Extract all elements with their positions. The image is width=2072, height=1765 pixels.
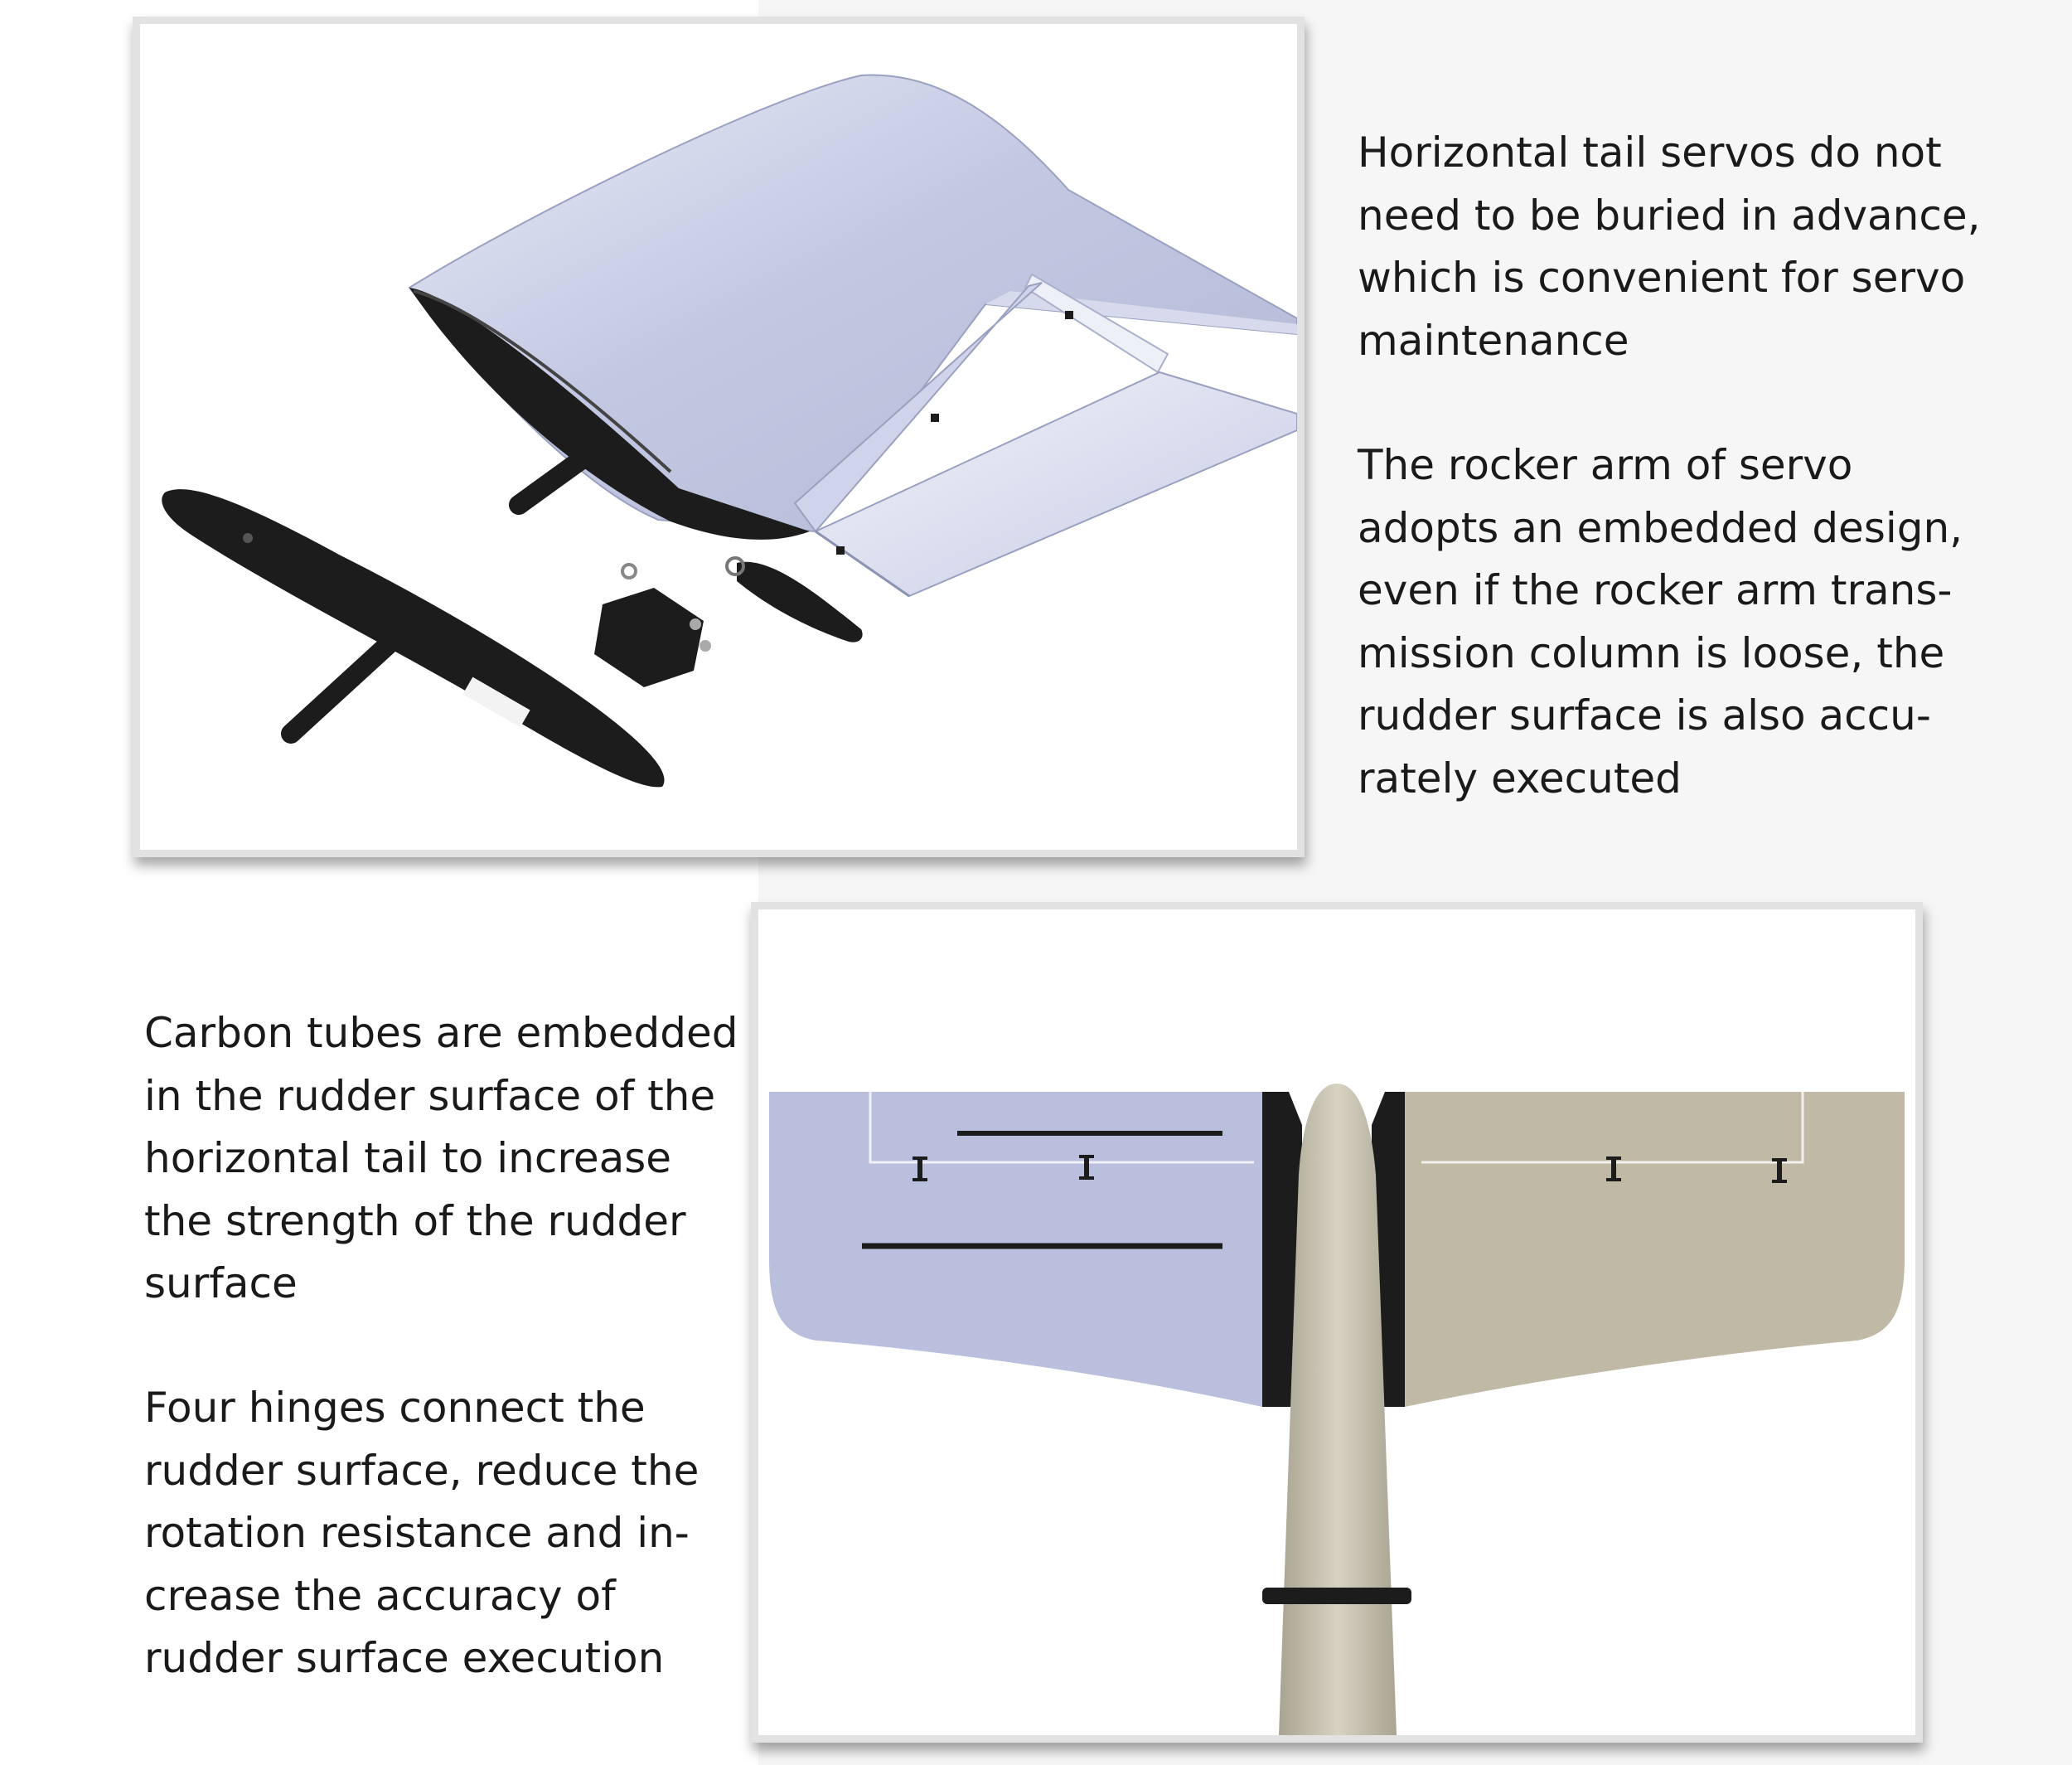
horizontal-tail-top-view-icon xyxy=(758,909,1915,1735)
rib-with-carbon-tube xyxy=(162,489,664,787)
right-stabilizer xyxy=(1372,1092,1905,1407)
servo-cover xyxy=(727,558,863,642)
horizontal-tail-wing xyxy=(409,75,1297,596)
root-carbon-tube xyxy=(519,455,588,505)
tail-top-view-image-frame xyxy=(751,902,1923,1743)
rocker-arm-text: The rocker arm of servo adopts an embedded design, even if the rocker arm trans- mission column is loose, the rudder surface is also accu- rately executed xyxy=(1358,441,1963,802)
servo xyxy=(594,565,711,687)
left-stabilizer xyxy=(769,1092,1302,1407)
hinges-text: Four hinges connect the rudder surface, reduce the rotation resistance and in- crease the accuracy of rudder surface execution xyxy=(144,1384,700,1682)
exploded-tail-image-frame xyxy=(133,17,1305,857)
servo-maintenance-text: Horizontal tail servos do not need to be buried in advance, which is convenient for servo maintenance xyxy=(1358,128,1981,365)
exploded-horizontal-tail-assembly-icon xyxy=(140,24,1297,850)
carbon-tubes-text: Carbon tubes are embedded in the rudder surface of the horizontal tail to increase the strength of the rudder surface xyxy=(144,1009,738,1307)
